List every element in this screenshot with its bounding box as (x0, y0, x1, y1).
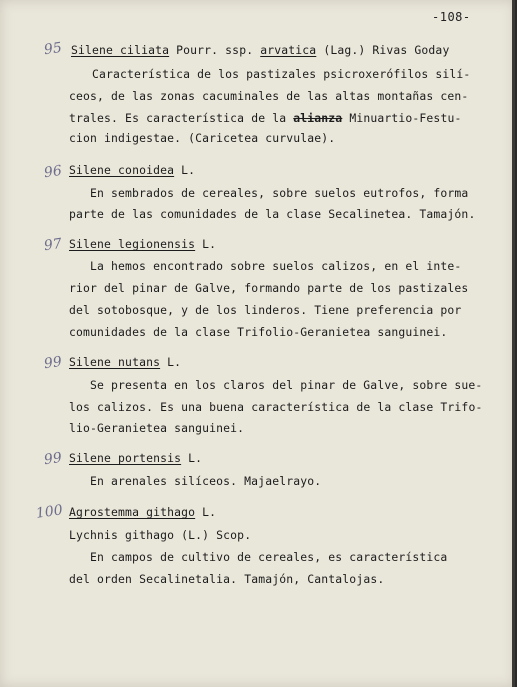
species-name: Silene ciliata (71, 43, 170, 57)
text-line (69, 111, 461, 125)
text-line: comunidades de la clase Trifolio-Geranietea sanguinei. (69, 325, 448, 339)
species-name: Silene legionensis (69, 237, 196, 251)
text-line: lio-Geranietea sanguinei. (69, 421, 245, 435)
text-line: ceos, de las zonas cacuminales de las altas montañas cen- (69, 89, 469, 103)
text-line: rior del pinar de Galve, formando parte de los pastizales (69, 281, 469, 295)
text-line: Característica de los pastizales psicroxerófilos silí- (92, 67, 471, 81)
text-line: cion indigestae. (Caricetea curvulae). (69, 131, 336, 145)
species-name: Silene portensis (69, 451, 182, 465)
entry-heading (69, 355, 181, 369)
page-number: -108- (432, 10, 471, 24)
text-fragment: Minuartio-Festu- (349, 111, 462, 125)
margin-number: 99 (42, 353, 63, 373)
subspecies-authority: (Lag.) Rivas Goday (323, 43, 450, 57)
margin-number: 96 (42, 162, 63, 182)
species-authority: L. (167, 355, 182, 369)
species-authority: L. (188, 451, 203, 465)
text-fragment: trales. Es característica de la (69, 111, 287, 125)
species-name: Silene conoidea (69, 163, 175, 177)
entry-heading (69, 451, 202, 465)
subspecies-name: arvatica (260, 43, 317, 57)
text-line: parte de las comunidades de la clase Secalinetea. Tamajón. (69, 207, 476, 221)
entry-heading (71, 43, 449, 57)
struck-word: alianza (293, 111, 343, 125)
species-name: Agrostemma githago (69, 505, 196, 519)
entry-heading (69, 163, 195, 177)
margin-number: 97 (42, 235, 63, 255)
text-line: En campos de cultivo de cereales, es característica (90, 550, 448, 564)
species-authority: L. (202, 237, 217, 251)
entry-heading (69, 237, 216, 251)
text-line: La hemos encontrado sobre suelos calizos, en el inte- (90, 259, 462, 273)
text-line: En arenales silíceos. Majaelrayo. (90, 474, 322, 488)
species-authority: Pourr. ssp. (176, 43, 254, 57)
margin-number: 100 (35, 502, 64, 522)
margin-number: 99 (42, 449, 63, 469)
text-line: Se presenta en los claros del pinar de Galve, sobre sue- (90, 378, 483, 392)
synonym-line: Lychnis githago (L.) Scop. (69, 528, 252, 542)
species-authority: L. (181, 163, 196, 177)
page-edge (512, 0, 515, 687)
margin-number: 95 (42, 39, 63, 59)
entry-heading (69, 505, 216, 519)
text-line: del sotobosque, y de los linderos. Tiene preferencia por (69, 303, 462, 317)
text-line: del orden Secalinetalia. Tamajón, Cantalojas. (69, 572, 385, 586)
species-name: Silene nutans (69, 355, 161, 369)
text-line: En sembrados de cereales, sobre suelos eutrofos, forma (90, 186, 469, 200)
species-authority: L. (202, 505, 217, 519)
text-line: los calizos. Es una buena característica de la clase Trifo- (69, 400, 483, 414)
